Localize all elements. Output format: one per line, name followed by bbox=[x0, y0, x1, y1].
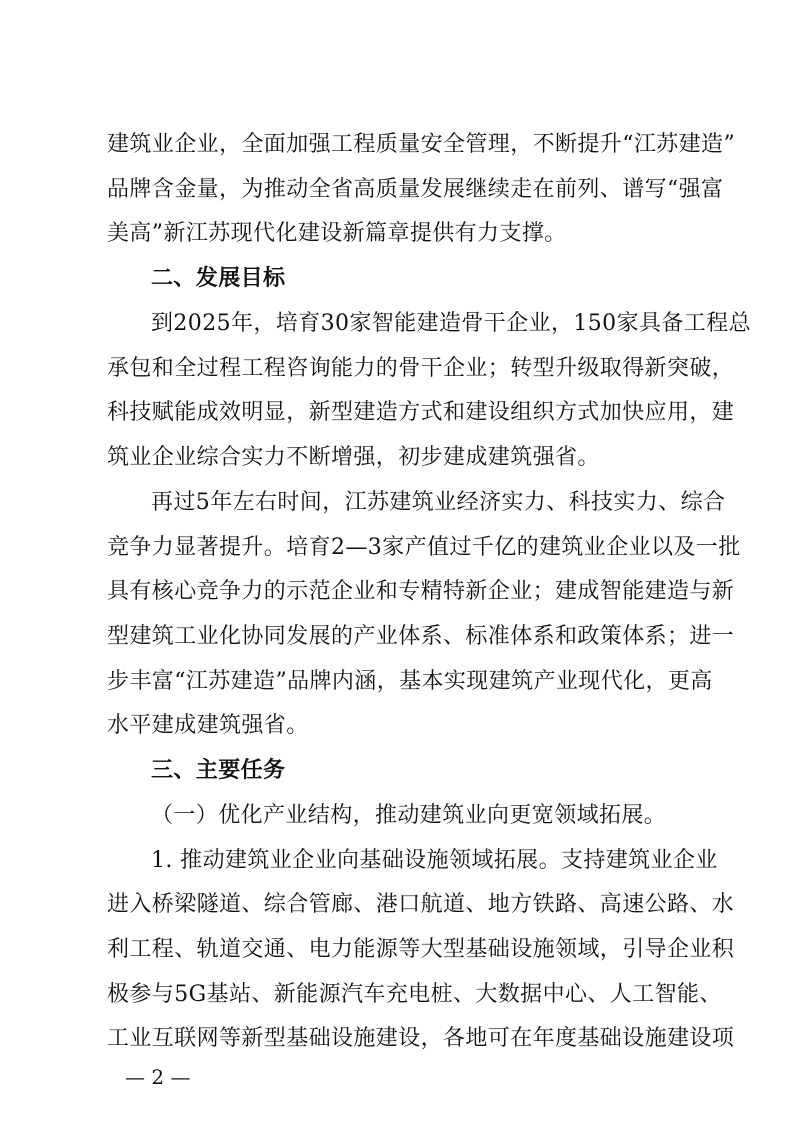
paragraph-line: 工业互联网等新型基础设施建设，各地可在年度基础设施建设项 bbox=[107, 1026, 735, 1051]
paragraph-line: 步丰富“江苏建造”品牌内涵，基本实现建筑产业现代化，更高 bbox=[107, 669, 713, 694]
paragraph-line: 型建筑工业化协同发展的产业体系、标准体系和政策体系；进一 bbox=[107, 624, 735, 649]
paragraph-line: 再过5年左右时间，江苏建筑业经济实力、科技实力、综合 bbox=[151, 490, 726, 515]
paragraph-line: 进入桥梁隧道、综合管廊、港口航道、地方铁路、高速公路、水 bbox=[107, 892, 735, 917]
paragraph-line: 具有核心竞争力的示范企业和专精特新企业；建成智能建造与新 bbox=[107, 579, 735, 604]
paragraph-line: 建筑业企业，全面加强工程质量安全管理，不断提升“江苏建造” bbox=[107, 132, 736, 157]
subsection-heading: （一）优化产业结构，推动建筑业向更宽领域拓展。 bbox=[151, 803, 667, 828]
paragraph-line: 承包和全过程工程咨询能力的骨干企业；转型升级取得新突破， bbox=[107, 356, 735, 381]
paragraph-line: 美高”新江苏现代化建设新篇章提供有力支撑。 bbox=[107, 221, 567, 246]
paragraph-line: 筑业企业综合实力不断增强，初步建成建筑强省。 bbox=[107, 445, 600, 470]
paragraph-line: 极参与5G基站、新能源汽车充电桩、大数据中心、人工智能、 bbox=[107, 982, 722, 1007]
paragraph-line: 竞争力显著提升。培育2—3家产值过千亿的建筑业企业以及一批 bbox=[107, 535, 741, 560]
paragraph-line: 品牌含金量，为推动全省高质量发展继续走在前列、谱写“强富 bbox=[107, 177, 724, 202]
paragraph-line: 利工程、轨道交通、电力能源等大型基础设施领域，引导企业积 bbox=[107, 937, 735, 962]
paragraph-line: 到2025年，培育30家智能建造骨干企业，150家具备工程总 bbox=[151, 311, 751, 336]
page-number: — 2 — bbox=[125, 1065, 191, 1089]
section-heading: 二、发展目标 bbox=[151, 266, 286, 291]
section-heading: 三、主要任务 bbox=[151, 758, 286, 783]
paragraph-line: 1. 推动建筑业企业向基础设施领域拓展。支持建筑业企业 bbox=[151, 848, 718, 873]
paragraph-line: 科技赋能成效明显，新型建造方式和建设组织方式加快应用，建 bbox=[107, 400, 735, 425]
paragraph-line: 水平建成建筑强省。 bbox=[107, 713, 309, 738]
